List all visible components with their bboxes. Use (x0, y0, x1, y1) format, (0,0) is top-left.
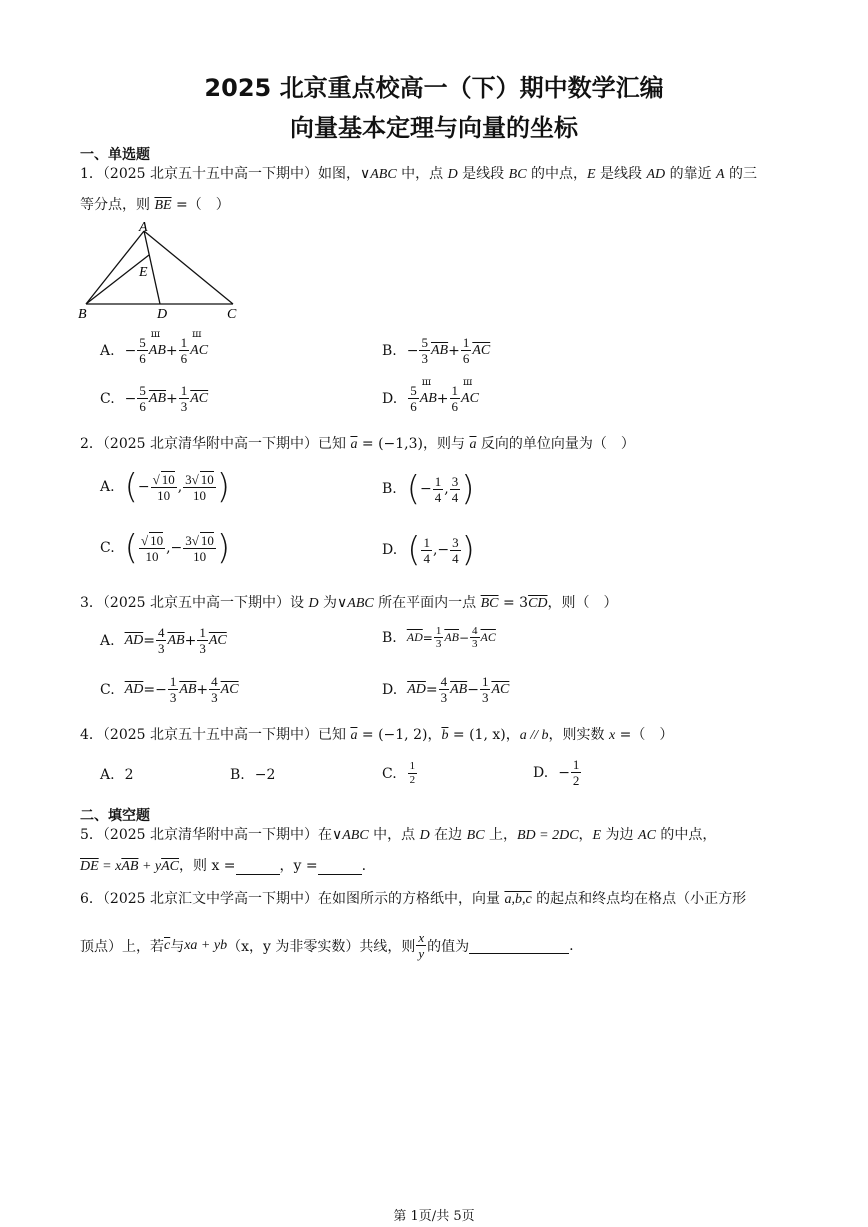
q3-option-d[interactable]: D. $\overline{AD}$ = $\frac{4}{3}$ $\overline{AB}$ − $\frac{1}{3}$ $\overline{AC}$ (382, 674, 510, 705)
q2-option-c[interactable]: C. ( $\frac{√ 10}{10}$ ,− $\frac{3√ 10}{10}$ ) (100, 528, 231, 568)
q2-option-d[interactable]: D. ( $\frac{1}{4}$ ,− $\frac{3}{4}$ ) (382, 530, 475, 570)
q2-stem: 2．（2025 北京清华附中高一下期中）已知 $\overline{a} = (-1,3)$，则与 $\overline{a}$ 反向的单位向量为（ ） (80, 436, 635, 452)
q5-stem-line1: 5．（2025 北京清华附中高一下期中）在∨ABC 中，点 D 在边 BC 上，BD = 2DC，E 为边 AC 的中点， (80, 827, 717, 843)
q6-stem-line2: 顶点）上，若 $\overline{c}$ 与 xa + yb （x，y 为非零实数）共线，则 $\frac{x}{y}$ 的值为 . (80, 930, 574, 961)
q1-option-d[interactable]: D. $\frac{5}{6}$ AB ш + $\frac{1}{6}$ AC ш (382, 377, 479, 414)
q1-stem-line1: 1．（2025 北京五十五中高一下期中）如图，∨ABC 中，点 D 是线段 BC 的中点，E 是线段 AD 的靠近 A 的三 (80, 166, 758, 182)
point-label-e: E (139, 265, 148, 280)
q5-answer-y-blank[interactable] (318, 874, 362, 875)
q3-stem: 3．（2025 北京五中高一下期中）设 D 为∨ABC 所在平面内一点 $\overline{BC} = 3\overline{CD}$，则（ ） (80, 595, 618, 611)
q4-option-c[interactable]: C. $\frac{1}{2}$ (382, 760, 416, 786)
q3-option-a[interactable]: A. $\overline{AD}$ = $\frac{4}{3}$ $\overline{AB}$ + $\frac{1}{3}$ $\overline{AC}$ (100, 625, 227, 656)
vertex-label-a: A (139, 220, 148, 235)
q4-option-b[interactable]: B. −2 (230, 767, 276, 783)
q6-stem-line1: 6．（2025 北京汇文中学高一下期中）在如图所示的方格纸中，向量 a,b,c 的起点和终点均在格点（小正方形 (80, 891, 747, 907)
q5-stem-line2: $\overline{DE} = x\overline{AB} + y\overline{AC}$，则 x = ，y = . (80, 858, 367, 874)
q1-triangle-figure (76, 220, 246, 322)
q2-option-b[interactable]: B. ( − $\frac{1}{4}$ , $\frac{3}{4}$ ) (382, 469, 475, 509)
point-label-d: D (157, 307, 168, 322)
q3-option-c[interactable]: C. $\overline{AD}$ = − $\frac{1}{3}$ $\overline{AB}$ + $\frac{4}{3}$ $\overline{AC}$ (100, 674, 239, 705)
vertex-label-b: B (78, 307, 87, 322)
q1-option-b[interactable]: B. − $\frac{5}{3}$ $\overline{AB}$ + $\frac{1}{6}$ $\overline{AC}$ (382, 335, 491, 366)
page-footer: 第 1页/共 5页 (393, 1209, 475, 1224)
page-subtitle: 向量基本定理与向量的坐标 (290, 114, 578, 142)
q1-stem-line2: 等分点，则 $\overline{BE}$ =（ ） (80, 197, 230, 213)
q4-stem: 4．（2025 北京五十五中高一下期中）已知 $\overline{a} = (-1$, 2)，$\overline{b} = (1$, x)，a // b，则实数 x =（ ） (80, 727, 674, 743)
q1-option-a[interactable]: A. − $\frac{5}{6}$ AB ш + $\frac{1}{6}$ AC ш (100, 329, 209, 366)
q5-answer-x-blank[interactable] (236, 874, 280, 875)
vertex-label-c: C (227, 307, 237, 322)
q6-answer-blank[interactable] (469, 937, 569, 954)
page-title: 2025 北京重点校高一（下）期中数学汇编 (204, 74, 664, 102)
q3-option-b[interactable]: B. $\overline{AD}$ = $\frac{1}{3}$ $\overline{AB}$ − $\frac{4}{3}$ $\overline{AC}$ (382, 625, 496, 650)
q2-option-a[interactable]: A. ( − $\frac{√ 10}{10}$ , $\frac{3√ 10}{10}$ ) (100, 467, 231, 507)
section-heading-fill-in: 二、填空题 (80, 808, 150, 824)
q4-option-d[interactable]: D. − $\frac{1}{2}$ (533, 757, 580, 788)
section-heading-single-choice: 一、单选题 (80, 147, 150, 163)
q4-option-a[interactable]: A. 2 (100, 767, 134, 783)
q1-option-c[interactable]: C. − $\frac{5}{6}$ $\overline{AB}$ + $\frac{1}{3}$ $\overline{AC}$ (100, 383, 209, 414)
